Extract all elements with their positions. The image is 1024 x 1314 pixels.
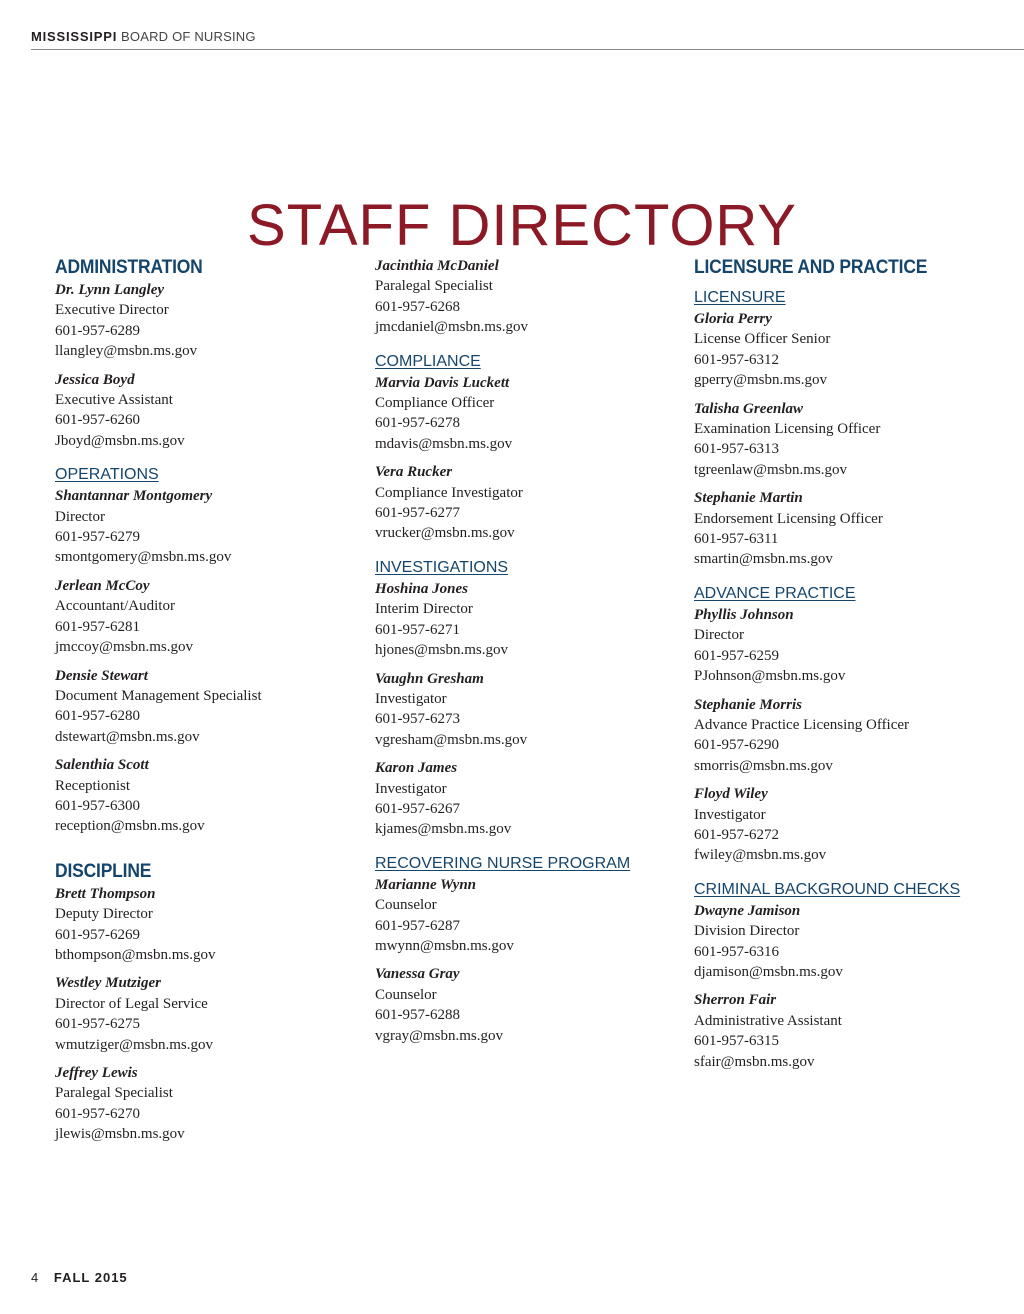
- staff-phone: 601-957-6281: [55, 618, 140, 635]
- staff-name: Brett Thompson: [55, 885, 156, 902]
- staff-name: Shantannar Montgomery: [55, 488, 213, 505]
- staff-title: Executive Director: [55, 302, 169, 319]
- staff-entry: [375, 758, 675, 840]
- staff-entry: [55, 666, 355, 748]
- staff-phone: 601-957-6260: [55, 412, 140, 429]
- staff-name: Jessica Boyd: [55, 371, 135, 388]
- staff-phone: 601-957-6287: [375, 917, 460, 934]
- staff-name: Talisha Greenlaw: [694, 400, 804, 417]
- section-heading: INVESTIGATIONS: [375, 558, 509, 576]
- staff-email: kjames@msbn.ms.gov: [375, 821, 512, 838]
- section-heading: OPERATIONS: [55, 466, 159, 484]
- page-footer: [31, 1270, 128, 1285]
- section-heading: LICENSURE: [694, 289, 786, 306]
- section-criminal-background-checks: [694, 878, 994, 1072]
- staff-phone: 601-957-6316: [694, 943, 779, 960]
- staff-phone: 601-957-6268: [375, 298, 460, 315]
- staff-entry: [694, 695, 994, 777]
- staff-phone: 601-957-6278: [375, 415, 460, 432]
- section-continued: [375, 256, 675, 338]
- staff-name: Floyd Wiley: [694, 786, 768, 803]
- staff-phone: 601-957-6288: [375, 1007, 460, 1024]
- staff-phone: 601-957-6315: [694, 1033, 779, 1050]
- staff-name: Jeffrey Lewis: [55, 1065, 138, 1081]
- staff-title: Director: [694, 627, 744, 644]
- staff-email: smartin@msbn.ms.gov: [694, 551, 833, 568]
- staff-title: Investigator: [694, 806, 766, 823]
- staff-entry: [55, 755, 355, 837]
- staff-entry: [55, 973, 355, 1055]
- staff-email: smorris@msbn.ms.gov: [694, 757, 833, 774]
- staff-title: Counselor: [375, 986, 437, 1003]
- page-number: 4: [31, 1270, 40, 1285]
- section-investigations: [375, 556, 675, 840]
- staff-email: vgresham@msbn.ms.gov: [375, 731, 528, 748]
- section-heading: ADVANCE PRACTICE: [694, 584, 856, 602]
- staff-phone: 601-957-6269: [55, 926, 140, 943]
- staff-email: PJohnson@msbn.ms.gov: [694, 668, 846, 685]
- section-heading: RECOVERING NURSE PROGRAM: [375, 854, 631, 872]
- staff-email: hjones@msbn.ms.gov: [375, 642, 508, 659]
- staff-title: Paralegal Specialist: [55, 1085, 173, 1102]
- staff-title: Director of Legal Service: [55, 995, 208, 1012]
- staff-email: vrucker@msbn.ms.gov: [375, 525, 515, 542]
- staff-email: jlewis@msbn.ms.gov: [55, 1126, 185, 1143]
- section-licensure: [694, 286, 994, 570]
- staff-email: llangley@msbn.ms.gov: [55, 343, 198, 360]
- staff-name: Vera Rucker: [375, 464, 453, 481]
- staff-title: Receptionist: [55, 777, 130, 794]
- staff-email: tgreenlaw@msbn.ms.gov: [694, 461, 847, 478]
- staff-phone: 601-957-6273: [375, 711, 460, 728]
- staff-email: wmutziger@msbn.ms.gov: [55, 1036, 213, 1053]
- staff-email: smontgomery@msbn.ms.gov: [55, 549, 232, 566]
- staff-name: Vaughn Gresham: [375, 670, 484, 687]
- staff-entry: [55, 576, 355, 658]
- staff-name: Densie Stewart: [55, 667, 148, 684]
- staff-entry: [694, 990, 994, 1072]
- staff-name: Marvia Davis Luckett: [375, 374, 510, 391]
- staff-name: Hoshina Jones: [375, 580, 468, 597]
- staff-title: Endorsement Licensing Officer: [694, 510, 883, 527]
- staff-phone: 601-957-6277: [375, 505, 460, 522]
- staff-title: License Officer Senior: [694, 331, 831, 348]
- staff-title: Director: [55, 508, 105, 525]
- issue-label: FALL 2015: [53, 1270, 128, 1285]
- staff-entry: [375, 669, 675, 751]
- staff-title: Division Director: [694, 923, 800, 940]
- staff-entry: [375, 462, 675, 544]
- staff-phone: 601-957-6279: [55, 529, 140, 546]
- staff-title: Compliance Officer: [375, 395, 495, 412]
- masthead-state: MISSISSIPPI: [31, 29, 118, 44]
- staff-entry: [694, 605, 994, 687]
- staff-email: Jboyd@msbn.ms.gov: [55, 432, 185, 449]
- section-operations: [55, 463, 355, 837]
- staff-phone: 601-957-6259: [694, 647, 779, 664]
- staff-phone: 601-957-6270: [55, 1105, 140, 1122]
- directory-column-1: [55, 255, 355, 1153]
- staff-entry: [375, 579, 675, 661]
- page-title: STAFF DIRECTORY: [247, 192, 797, 258]
- staff-email: jmccoy@msbn.ms.gov: [55, 639, 193, 656]
- staff-phone: 601-957-6312: [694, 351, 779, 368]
- staff-title: Examination Licensing Officer: [694, 421, 881, 438]
- staff-phone: 601-957-6313: [694, 441, 779, 458]
- section-heading: COMPLIANCE: [375, 352, 481, 370]
- section-heading: DISCIPLINE: [55, 860, 152, 882]
- staff-name: Jacinthia McDaniel: [375, 258, 499, 274]
- staff-title: Executive Assistant: [55, 392, 173, 409]
- staff-phone: 601-957-6280: [55, 708, 140, 725]
- staff-entry: [375, 875, 675, 957]
- staff-email: fwiley@msbn.ms.gov: [694, 847, 827, 864]
- staff-entry: [694, 901, 994, 983]
- staff-phone: 601-957-6275: [55, 1016, 140, 1033]
- staff-phone: 601-957-6311: [694, 531, 779, 548]
- staff-phone: 601-957-6290: [694, 737, 779, 754]
- staff-title: Compliance Investigator: [375, 484, 523, 501]
- staff-name: Westley Mutziger: [55, 975, 161, 992]
- section-advance-practice: [694, 582, 994, 866]
- staff-name: Stephanie Martin: [694, 490, 803, 507]
- staff-entry: [694, 399, 994, 481]
- directory-column-2: [375, 256, 675, 1054]
- staff-name: Vanessa Gray: [375, 966, 460, 983]
- staff-title: Accountant/Auditor: [55, 598, 175, 615]
- staff-entry: [55, 1063, 355, 1145]
- masthead-board: BOARD OF NURSING: [121, 29, 256, 44]
- staff-entry: [694, 784, 994, 866]
- staff-title: Administrative Assistant: [694, 1012, 842, 1029]
- staff-email: dstewart@msbn.ms.gov: [55, 728, 200, 745]
- staff-title: Interim Director: [375, 601, 473, 618]
- staff-entry: [694, 309, 994, 391]
- staff-title: Document Management Specialist: [55, 687, 262, 704]
- staff-email: sfair@msbn.ms.gov: [694, 1053, 815, 1070]
- staff-title: Advance Practice Licensing Officer: [694, 716, 910, 733]
- staff-entry: [55, 884, 355, 966]
- staff-phone: 601-957-6267: [375, 800, 460, 817]
- staff-email: vgray@msbn.ms.gov: [375, 1027, 503, 1044]
- section-compliance: [375, 350, 675, 544]
- staff-entry: [375, 964, 675, 1046]
- staff-email: reception@msbn.ms.gov: [55, 818, 205, 835]
- staff-entry: [375, 373, 675, 455]
- staff-email: mwynn@msbn.ms.gov: [375, 937, 514, 954]
- directory-column-3: [694, 255, 994, 1080]
- staff-entry: [55, 486, 355, 568]
- staff-entry: [55, 280, 355, 362]
- masthead: [31, 29, 1024, 50]
- staff-name: Stephanie Morris: [694, 696, 802, 713]
- staff-name: Marianne Wynn: [375, 876, 477, 893]
- staff-name: Dwayne Jamison: [694, 902, 801, 919]
- staff-entry: [55, 370, 355, 452]
- section-heading: CRIMINAL BACKGROUND CHECKS: [694, 880, 961, 898]
- section-discipline: [55, 859, 355, 1145]
- staff-name: Gloria Perry: [694, 311, 772, 327]
- section-heading: ADMINISTRATION: [55, 257, 203, 278]
- staff-name: Salenthia Scott: [55, 757, 149, 774]
- staff-name: Dr. Lynn Langley: [55, 282, 165, 298]
- staff-title: Paralegal Specialist: [375, 278, 493, 295]
- staff-email: mdavis@msbn.ms.gov: [375, 435, 513, 452]
- staff-email: gperry@msbn.ms.gov: [694, 372, 827, 389]
- staff-title: Counselor: [375, 897, 437, 914]
- staff-entry: [375, 256, 675, 338]
- staff-email: bthompson@msbn.ms.gov: [55, 946, 216, 963]
- staff-name: Phyllis Johnson: [694, 606, 794, 623]
- staff-phone: 601-957-6271: [375, 621, 460, 638]
- staff-name: Sherron Fair: [694, 992, 777, 1009]
- staff-email: jmcdaniel@msbn.ms.gov: [375, 319, 528, 336]
- staff-title: Deputy Director: [55, 906, 153, 923]
- staff-phone: 601-957-6289: [55, 322, 140, 339]
- staff-title: Investigator: [375, 690, 447, 707]
- staff-phone: 601-957-6300: [55, 797, 140, 814]
- staff-name: Karon James: [375, 760, 458, 777]
- section-licensure-and-practice: [694, 255, 994, 280]
- staff-phone: 601-957-6272: [694, 826, 779, 843]
- section-heading: LICENSURE AND PRACTICE: [694, 257, 928, 278]
- staff-email: djamison@msbn.ms.gov: [694, 963, 843, 980]
- section-recovering-nurse-program: [375, 852, 675, 1046]
- staff-entry: [694, 488, 994, 570]
- staff-name: Jerlean McCoy: [55, 577, 150, 594]
- staff-title: Investigator: [375, 780, 447, 797]
- section-administration: [55, 255, 355, 451]
